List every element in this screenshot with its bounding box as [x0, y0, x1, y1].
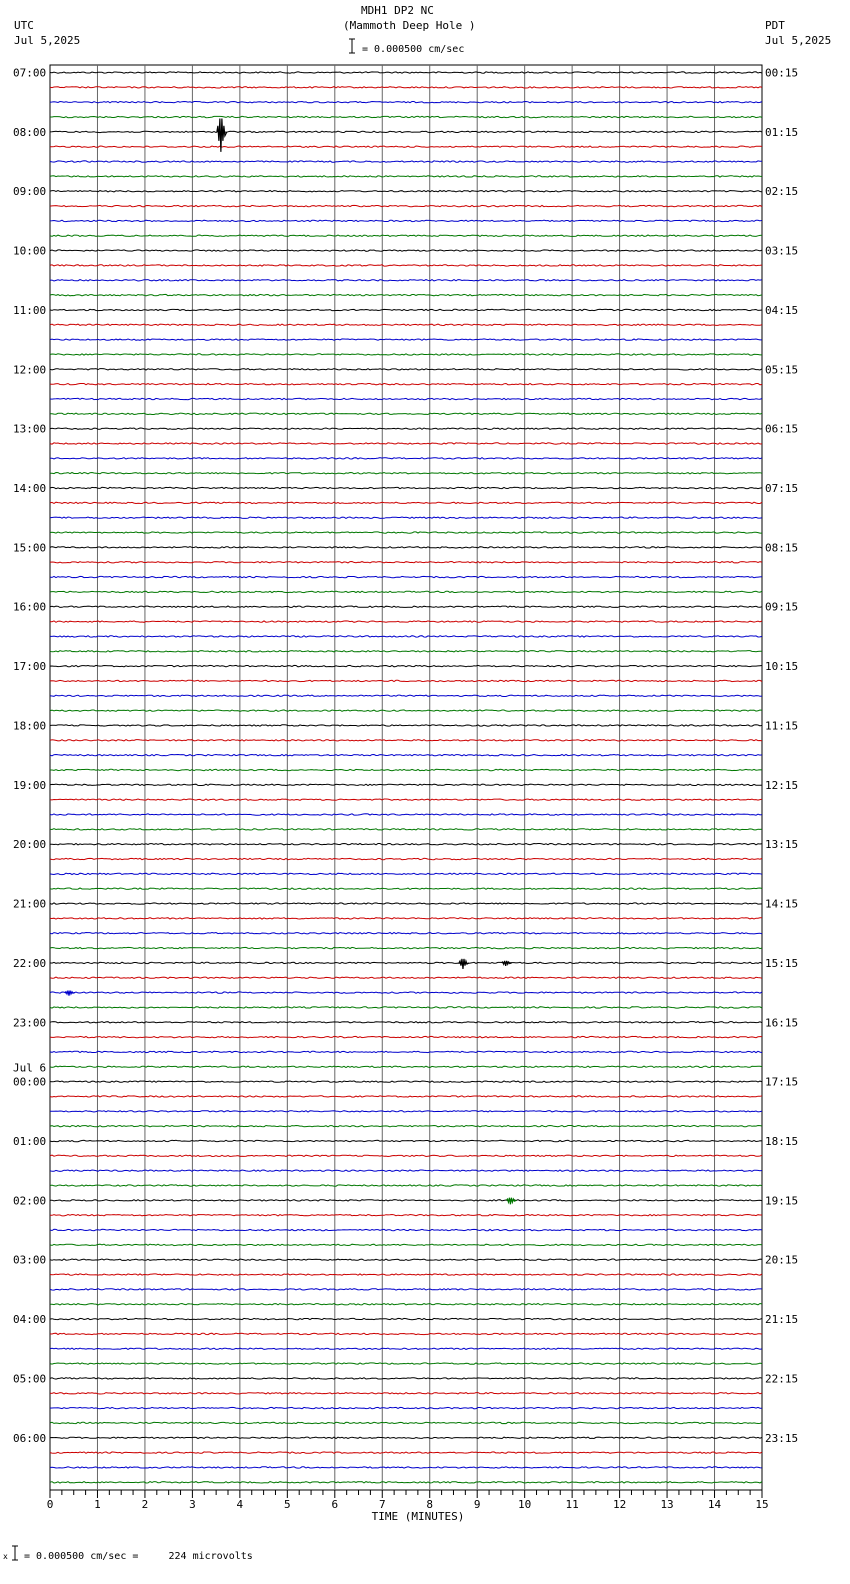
utc-hour-label: 05:00 [13, 1372, 47, 1386]
trace-line [50, 918, 762, 919]
trace-line [50, 665, 762, 666]
trace-line [50, 814, 762, 815]
trace-line [50, 636, 762, 637]
trace-line [50, 1185, 762, 1186]
pdt-hour-label: 16:15 [765, 1016, 799, 1030]
trace-line [50, 1036, 762, 1037]
trace-line [50, 755, 762, 756]
left-timezone: UTC [14, 19, 34, 32]
pdt-hour-label: 12:15 [765, 778, 799, 792]
utc-hour-label: 22:00 [13, 956, 47, 970]
utc-hour-label: 21:00 [13, 897, 47, 911]
utc-hour-label: 14:00 [13, 482, 47, 496]
trace-line [50, 1304, 762, 1305]
trace-line [50, 294, 762, 295]
pdt-hour-label: 08:15 [765, 541, 799, 555]
trace-line [50, 1452, 762, 1453]
trace-line [50, 1096, 762, 1097]
trace-line [50, 992, 762, 993]
utc-hour-label: 20:00 [13, 838, 47, 852]
pdt-hour-label: 14:15 [765, 897, 799, 911]
utc-hour-label: 10:00 [13, 244, 47, 258]
trace-line [50, 621, 762, 622]
trace-line [50, 1200, 762, 1201]
utc-hour-label: 23:00 [13, 1016, 47, 1030]
utc-hour-label: 03:00 [13, 1253, 47, 1267]
trace-line [50, 1051, 762, 1052]
trace-line [50, 102, 762, 103]
trace-line [50, 1111, 762, 1112]
utc-hour-labels [13, 67, 46, 1445]
trace-line [50, 1467, 762, 1468]
trace-line [50, 576, 762, 577]
trace-line [50, 888, 762, 889]
trace-line [50, 1081, 762, 1082]
trace-line [50, 651, 762, 652]
pdt-hour-label: 20:15 [765, 1253, 799, 1267]
trace-line [50, 1289, 762, 1290]
trace-line [50, 1318, 762, 1319]
pdt-hour-label: 09:15 [765, 600, 799, 614]
utc-hour-label: 16:00 [13, 600, 47, 614]
trace-line [50, 324, 762, 325]
trace-line [50, 354, 762, 355]
event-waveform [502, 961, 512, 966]
x-tick-label: 12 [612, 1498, 627, 1511]
pdt-hour-label: 10:15 [765, 660, 799, 674]
utc-hour-label: 17:00 [13, 660, 47, 674]
trace-line [50, 680, 762, 681]
trace-line [50, 1378, 762, 1379]
pdt-hour-label: 01:15 [765, 125, 799, 139]
trace-line [50, 398, 762, 399]
trace-line [50, 962, 762, 963]
trace-line [50, 591, 762, 592]
event-waveform [506, 1198, 516, 1205]
pdt-hour-label: 07:15 [765, 482, 799, 496]
event-group [65, 119, 516, 1205]
trace-line [50, 1170, 762, 1171]
x-tick-label: 9 [473, 1498, 481, 1511]
utc-hour-label: 07:00 [13, 66, 47, 80]
pdt-hour-label: 04:15 [765, 303, 799, 317]
utc-hour-label: 12:00 [13, 363, 47, 377]
right-timezone: PDT [765, 19, 785, 32]
trace-line [50, 1437, 762, 1438]
trace-line [50, 383, 762, 384]
trace-line [50, 1140, 762, 1141]
event-waveform [459, 959, 469, 969]
trace-group [50, 72, 762, 1483]
trace-line [50, 873, 762, 874]
trace-line [50, 413, 762, 414]
scale-label: = 0.000500 cm/sec [362, 44, 465, 55]
x-tick-label: 1 [94, 1498, 101, 1511]
utc-hour-label: 11:00 [13, 303, 47, 317]
trace-line [50, 369, 762, 370]
trace-line [50, 1393, 762, 1394]
trace-line [50, 799, 762, 800]
footer-mark: x [3, 1552, 8, 1561]
pdt-hour-label: 11:15 [765, 719, 799, 733]
scale-bar-icon [349, 39, 355, 53]
trace-line [50, 443, 762, 444]
utc-hour-label: 00:00 [13, 1075, 47, 1089]
footer-scale-bar-icon [12, 1546, 18, 1560]
utc-hour-label: 04:00 [13, 1313, 47, 1327]
trace-line [50, 933, 762, 934]
trace-line [50, 87, 762, 88]
pdt-hour-label: 05:15 [765, 363, 799, 377]
trace-line [50, 606, 762, 607]
footer-scale-note: = 0.000500 cm/sec = 224 microvolts [24, 1551, 253, 1562]
trace-line [50, 146, 762, 147]
x-tick-label: 0 [46, 1498, 54, 1511]
plot-frame [50, 65, 762, 1490]
trace-line [50, 1274, 762, 1275]
utc-hour-label: 02:00 [13, 1194, 47, 1208]
trace-line [50, 1007, 762, 1008]
trace-line [50, 191, 762, 192]
trace-line [50, 250, 762, 251]
pdt-hour-label: 23:15 [765, 1431, 799, 1445]
trace-line [50, 205, 762, 206]
trace-line [50, 131, 762, 132]
x-tick-label: 2 [141, 1498, 149, 1511]
x-tick-label: 11 [565, 1498, 579, 1511]
pdt-hour-label: 18:15 [765, 1134, 799, 1148]
pdt-hour-label: 19:15 [765, 1194, 799, 1208]
trace-line [50, 161, 762, 162]
trace-line [50, 1422, 762, 1423]
utc-hour-label: 06:00 [13, 1431, 47, 1445]
station-title: MDH1 DP2 NC [361, 4, 434, 17]
trace-line [50, 1363, 762, 1364]
trace-line [50, 339, 762, 340]
trace-line [50, 695, 762, 696]
trace-line [50, 547, 762, 548]
trace-line [50, 740, 762, 741]
trace-line [50, 1125, 762, 1126]
trace-line [50, 1244, 762, 1245]
trace-line [50, 1259, 762, 1260]
x-tick-label: 3 [189, 1498, 196, 1511]
trace-line [50, 116, 762, 117]
trace-line [50, 220, 762, 221]
trace-line [50, 280, 762, 281]
trace-line [50, 977, 762, 978]
right-date: Jul 5,2025 [765, 34, 832, 47]
date-change-label: Jul 6 [13, 1061, 47, 1075]
x-tick-label: 6 [331, 1498, 339, 1511]
x-tick-label: 5 [284, 1498, 291, 1511]
trace-line [50, 309, 762, 310]
pdt-hour-label: 03:15 [765, 244, 799, 258]
trace-line [50, 235, 762, 236]
trace-line [50, 458, 762, 459]
trace-line [50, 265, 762, 266]
pdt-hour-labels [765, 67, 798, 1445]
location-title: (Mammoth Deep Hole ) [343, 19, 476, 32]
trace-line [50, 1348, 762, 1349]
utc-hour-label: 19:00 [13, 778, 47, 792]
pdt-hour-label: 21:15 [765, 1313, 799, 1327]
pdt-hour-label: 17:15 [765, 1075, 799, 1089]
trace-line [50, 176, 762, 177]
trace-line [50, 1482, 762, 1483]
trace-line [50, 487, 762, 488]
pdt-hour-label: 02:15 [765, 185, 799, 199]
trace-line [50, 72, 762, 73]
trace-line [50, 829, 762, 830]
x-tick-label: 10 [518, 1498, 532, 1511]
pdt-hour-label: 22:15 [765, 1372, 799, 1386]
trace-line [50, 858, 762, 859]
trace-line [50, 784, 762, 785]
trace-line [50, 844, 762, 845]
utc-hour-label: 13:00 [13, 422, 47, 436]
x-tick-label: 13 [660, 1498, 674, 1511]
trace-line [50, 1229, 762, 1230]
utc-hour-label: 08:00 [13, 125, 47, 139]
pdt-hour-label: 06:15 [765, 422, 799, 436]
trace-line [50, 428, 762, 429]
utc-hour-label: 01:00 [13, 1134, 47, 1148]
left-date: Jul 5,2025 [14, 34, 81, 47]
trace-line [50, 1215, 762, 1216]
plot-grid [50, 65, 762, 1490]
trace-line [50, 769, 762, 770]
trace-line [50, 1407, 762, 1408]
x-tick-label: 8 [426, 1498, 434, 1511]
trace-line [50, 1066, 762, 1067]
x-tick-label: 7 [378, 1498, 386, 1511]
trace-line [50, 1022, 762, 1023]
utc-hour-label: 18:00 [13, 719, 47, 733]
trace-line [50, 473, 762, 474]
utc-hour-label: 09:00 [13, 185, 47, 199]
trace-line [50, 947, 762, 948]
trace-line [50, 1155, 762, 1156]
pdt-hour-label: 00:15 [765, 66, 799, 80]
trace-line [50, 502, 762, 503]
trace-line [50, 562, 762, 563]
trace-line [50, 517, 762, 518]
pdt-hour-label: 13:15 [765, 838, 799, 852]
trace-line [50, 903, 762, 904]
x-tick-label: 14 [707, 1498, 722, 1511]
pdt-hour-label: 15:15 [765, 956, 799, 970]
utc-hour-label: 15:00 [13, 541, 47, 555]
trace-line [50, 1333, 762, 1334]
event-waveform [65, 991, 75, 996]
x-tick-label: 4 [236, 1498, 244, 1511]
trace-line [50, 725, 762, 726]
trace-line [50, 532, 762, 533]
trace-line [50, 710, 762, 711]
x-tick-label: 15 [755, 1498, 769, 1511]
x-axis-label: TIME (MINUTES) [371, 1510, 465, 1523]
x-axis [47, 1490, 769, 1523]
